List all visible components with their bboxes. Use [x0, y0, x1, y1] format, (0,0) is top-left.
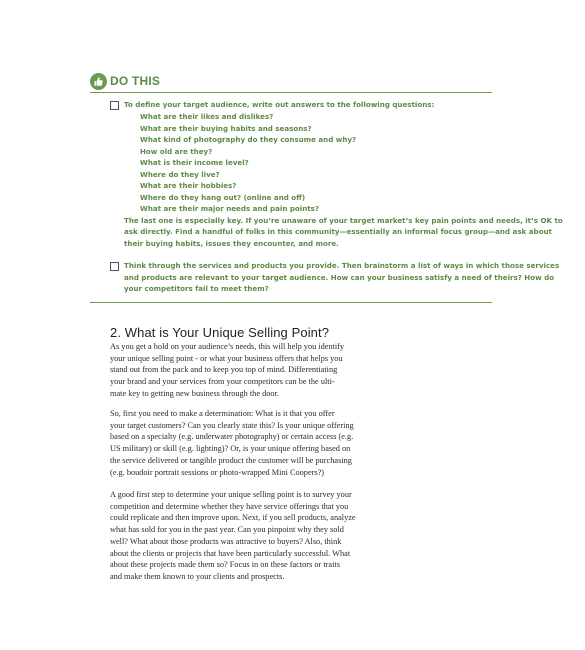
- paragraph-line: (e.g. boudoir portrait sessions or photo-wrapped Mini Coopers?): [110, 467, 325, 477]
- paragraph-line: your brand and your services from your competitors can be the ulti-: [110, 377, 335, 387]
- question-item: What is their income level?: [140, 158, 249, 167]
- body-paragraph-1: [110, 341, 480, 400]
- question-item: Where do they live?: [140, 169, 220, 179]
- question-item: What are their major needs and pain points?: [140, 204, 319, 213]
- paragraph-line: stand out from the pack and to keep you top of mind. Differentiating: [110, 365, 338, 375]
- task-2-line: your competitors fail to meet them?: [124, 284, 269, 293]
- paragraph-line: based on a specialty (e.g. underwater photography) or certain access (e.g.: [110, 432, 354, 442]
- question-item: What kind of photography do they consume and why?: [140, 135, 357, 144]
- paragraph-line: the service delivered or tangible product the customer will be purchasing: [110, 455, 352, 465]
- paragraph-line: So, first you need to make a determination: What is it that you offer: [110, 409, 335, 418]
- closing-line: The last one is especially key. If you’re unaware of your target market’s key pain points and needs, it’s OK to: [124, 215, 563, 225]
- paragraph-line: competition and determine whether they have service offerings that you: [110, 501, 349, 511]
- do-this-title: DO THIS: [110, 74, 161, 88]
- task-checkbox-1[interactable]: [110, 101, 119, 110]
- section-title: 2. What is Your Unique Selling Point?: [110, 325, 330, 340]
- question-item: What are their hobbies?: [140, 181, 237, 190]
- paragraph-line: As you get a hold on your audience’s needs, this will help you identify: [110, 342, 345, 351]
- paragraph-line: could replicate and then improve upon. Next, if you sell products, analyze: [110, 513, 356, 523]
- question-item: What are their buying habits and seasons?: [140, 123, 312, 133]
- question-item: How old are they?: [140, 146, 213, 156]
- paragraph-line: mate key to getting new business through the door.: [110, 388, 279, 398]
- paragraph-line: US military) or skill (e.g. lighting)? Or, is your unique offering based on: [110, 444, 351, 454]
- paragraph-line: well? What about those products was attractive to buyers? Also, think: [110, 536, 342, 546]
- closing-line: ask directly. Find a handful of folks in this community—essentially an informal focus group—and ask about: [124, 227, 552, 236]
- paragraph-line: about the clients or projects that have been particularly successful. What: [110, 548, 351, 558]
- paragraph-line: what has sold for you in the past year. Can you pinpoint why they sold: [110, 525, 344, 535]
- body-paragraph-3: [110, 489, 480, 583]
- thumbs-up-icon: [90, 73, 107, 90]
- paragraph-line: A good first step to determine your unique selling point is to survey your: [110, 490, 352, 499]
- question-item: Where do they hang out? (online and off): [140, 192, 306, 202]
- task-2-line: Think through the services and products you provide. Then brainstorm a list of ways in which those services: [124, 261, 560, 270]
- body-paragraph-2: [110, 408, 480, 478]
- task-1-closing: [124, 215, 563, 250]
- paragraph-line: your unique selling point - or what your business offers that helps you: [110, 353, 343, 363]
- header-divider: [90, 92, 492, 93]
- task-checkbox-2[interactable]: [110, 262, 119, 271]
- task-2-text: [124, 260, 560, 295]
- closing-line: their buying habits, issues they encounter, and more.: [124, 238, 339, 248]
- question-item: What are their likes and dislikes?: [140, 112, 274, 121]
- task-1-intro: To define your target audience, write out answers to the following questions:: [124, 100, 435, 109]
- paragraph-line: your target customers? Can you clearly state this? Is your unique offering: [110, 420, 354, 430]
- paragraph-line: about these projects made them so? Focus in on these factors or traits: [110, 560, 340, 570]
- task-2-line: and products are relevant to your target audience. How can your business satisfy a need of theirs? How do: [124, 272, 555, 282]
- paragraph-line: and make them known to your clients and prospects.: [110, 571, 285, 581]
- do-this-header: [90, 72, 492, 92]
- footer-divider: [90, 302, 492, 303]
